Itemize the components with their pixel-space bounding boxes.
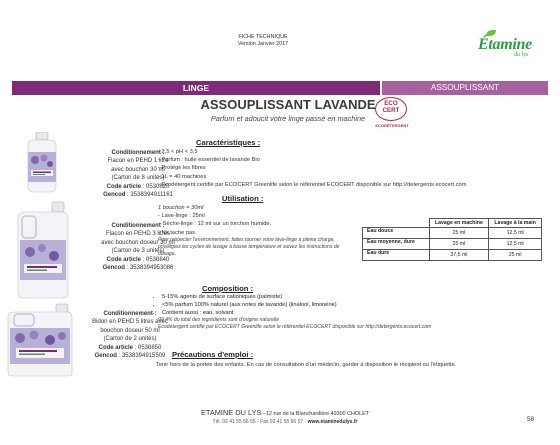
composition-heading: Composition : — [202, 284, 254, 293]
table-corner — [363, 219, 430, 228]
gencod-label: Gencod — [94, 353, 117, 360]
gencod-value: : 3538394915509 — [118, 353, 166, 360]
packaging-pack: (Carton de 2 unités) — [103, 336, 157, 343]
footer — [160, 408, 410, 425]
usage-block — [158, 204, 358, 258]
category-band: LINGE — [12, 81, 380, 95]
product-subtitle: Parfum et adoucit votre linge passé en machine — [210, 114, 366, 123]
column-header: Lavage en machine — [429, 219, 489, 228]
composition-list — [150, 294, 431, 331]
usage-note: Pour respecter l'environnement, faites tourner votre lave-linge à pleine charge, privilégiez les cycles de lavage à basse température et suivez les instructions de dosage. — [158, 236, 340, 257]
characteristics-heading: Caractéristiques : — [196, 138, 261, 147]
gencod-label: Gencod — [103, 192, 126, 199]
table-row — [363, 250, 542, 261]
product-title: ASSOUPLISSANT LAVANDE — [200, 97, 376, 112]
characteristic-item: - Parfum : huile essentiel de lavande Bio — [158, 157, 260, 164]
table-cell: 37,5 ml — [429, 250, 489, 261]
composition-item: • Contient aussi : eau, solvant — [162, 310, 431, 318]
code-label: Code article — [98, 344, 133, 351]
code-label: Code article — [106, 256, 141, 263]
characteristic-item: - 2,5 < pH < 3,5 — [158, 149, 198, 155]
doc-type: FICHE TECHNIQUE — [238, 34, 288, 40]
row-label: Eau moyenne, dure — [363, 239, 430, 250]
table-cell: 25 ml — [429, 239, 489, 250]
logo-subtext: du lys — [514, 52, 529, 58]
usage-item: – Sèche-linge : 12 ml sur un torchon humide. — [158, 221, 272, 228]
composition-note: Ecodétergent certifié par ECOCERT Greenlife selon le référentiel ECOCERT disponible sur http://detergents.ecocert.com — [158, 324, 432, 331]
footer-address: –12 rue de la Blanchardière 49300 CHOLET — [261, 411, 370, 417]
subcategory-band: ASSOUPLISSANT — [382, 81, 548, 95]
doc-version: Version Janvier 2017 — [237, 41, 289, 47]
brand-logo — [478, 28, 544, 68]
document-header — [208, 34, 318, 48]
composition-item: • <5% parfum 100% naturel (aux notes de lavande) (linalool, limonène) — [162, 302, 431, 310]
packaging-pack: (Carton de 3 unités) — [111, 248, 165, 255]
usage-heading: Utilisation : — [222, 194, 264, 203]
row-label: Eau dure — [363, 250, 430, 261]
characteristic-item: - Protège les fibres — [158, 165, 206, 172]
packaging-desc: Flacon en PEHD 3 litres — [105, 231, 171, 238]
ecocert-label: ECODÉTERGENT — [375, 123, 409, 128]
dosage-table — [362, 218, 542, 261]
table-cell: 12,5 ml — [489, 228, 542, 239]
code-label: Code article — [106, 183, 141, 190]
packaging-desc: avec bouchon 30 ml — [111, 166, 165, 173]
table-cell: 25 ml — [489, 250, 542, 261]
gencod-value: : 3538394953086 — [126, 265, 174, 272]
ecocert-logo — [369, 97, 415, 131]
page-number: 58 — [527, 416, 535, 423]
packaging-label: Conditionnement : — [111, 150, 165, 156]
characteristics-list — [158, 148, 466, 189]
packaging-label: Conditionnement : — [111, 223, 165, 229]
footer-company: ETAMINE DU LYS — [200, 408, 262, 417]
logo-wordmark: Étamine — [478, 36, 532, 53]
composition-note: 99,4% du total des ingrédients sont d'origine naturelle — [158, 317, 280, 324]
usage-item: - Lave-linge : 25ml — [158, 213, 205, 220]
bottle-1l-image — [16, 132, 70, 194]
packaging-label: Conditionnement : — [103, 311, 157, 317]
table-header-row — [363, 219, 542, 228]
table-cell: 25 ml — [429, 228, 489, 239]
packaging-desc: Flacon en PEHD 1 litre — [107, 158, 169, 165]
code-value: : 0530820 — [142, 183, 170, 190]
table-row — [363, 228, 542, 239]
footer-website-link[interactable]: www.etaminedulys.fr — [307, 419, 358, 425]
gencod-label: Gencod — [102, 265, 125, 272]
precautions-text: Tenir hors de la portée des enfants. En cas de consultation d'un médecin, garder à disposition le récipient ou l'étiquette. — [156, 362, 457, 368]
row-label: Eau douce — [363, 228, 430, 239]
usage-item: - Ne tache pas. — [158, 229, 197, 236]
bottle-3l-image — [12, 200, 74, 300]
usage-dose: 1 bouchon = 30ml — [158, 205, 204, 211]
packaging-desc: bouchon doseur 50 ml — [100, 327, 160, 334]
characteristic-item: - 1L = 40 machines — [158, 173, 207, 180]
characteristic-item: - Ecodétergent certifié par ECOCERT Greenlife selon le référentiel ECOCERT disponible sur http://detergents.ecocert.com — [158, 181, 467, 188]
packaging-desc: avec bouchon doseur 30 ml — [101, 239, 175, 246]
packaging-pack: (Carton de 8 unités) — [111, 175, 165, 182]
table-row — [363, 239, 542, 250]
footer-contact: Tél. 02 41 55 66 65 - Fax 02 41 55 66 57 - — [212, 419, 308, 425]
composition-item: • 5-15% agents de surface cationiques (palmiste) — [162, 294, 431, 302]
column-header: Lavage à la main — [489, 219, 542, 228]
precautions-heading: Précautions d'emploi : — [172, 350, 254, 359]
table-cell: 12,5 ml — [489, 239, 542, 250]
ecocert-text: ECO CERT — [382, 100, 400, 114]
code-value: : 0530850 — [134, 344, 162, 351]
packaging-desc: Bidon en PEHD 5 litres avec — [92, 319, 168, 326]
code-value: : 0530840 — [142, 256, 170, 263]
gencod-value: : 3538394911161 — [127, 192, 173, 199]
